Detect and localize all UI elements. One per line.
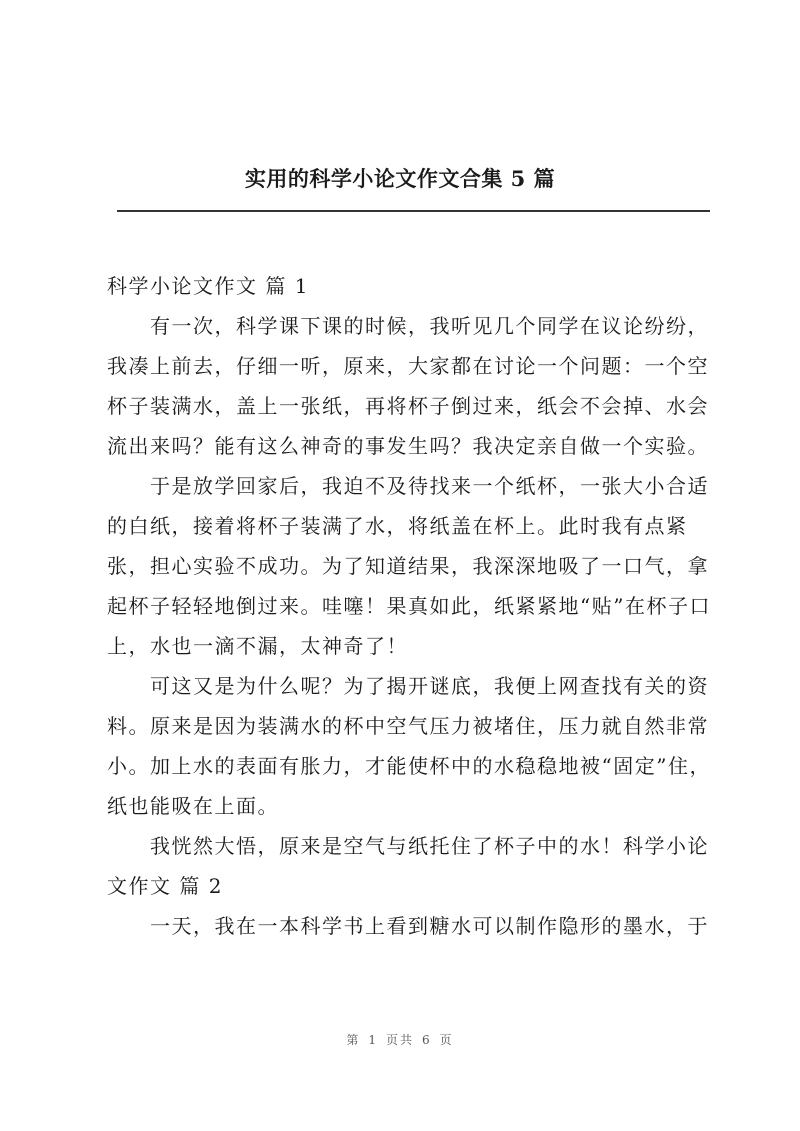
footer-prefix: 第 <box>346 1033 361 1047</box>
section-heading: 科学小论文作文 篇 1 <box>107 274 309 298</box>
page-footer <box>0 1031 800 1048</box>
footer-suffix: 页 <box>439 1033 454 1047</box>
title-divider <box>117 210 710 212</box>
paragraph: 可这又是为什么呢？为了揭开谜底，我便上网查找有关的资料。原来是因为装满水的杯中空气压力被堵住，压力就自然非常小。加上水的表面有胀力，才能使杯中的水稳稳地被“固定”住，纸也能吸在上面。 <box>107 674 711 818</box>
paragraph: 于是放学回家后，我迫不及待找来一个纸杯，一张大小合适的白纸，接着将杯子装满了水，将纸盖在杯上。此时我有点紧张，担心实验不成功。为了知道结果，我深深地吸了一口气，拿起杯子轻轻地倒过来。哇噻！果真如此，纸紧紧地“贴”在杯子口上，水也一滴不漏，太神奇了！ <box>107 474 711 658</box>
footer-page-number: 1 <box>368 1033 378 1047</box>
document-title: 实用的科学小论文作文合集 5 篇 <box>244 166 556 191</box>
document-body <box>107 266 712 946</box>
paragraph: 有一次，科学课下课的时候，我听见几个同学在议论纷纷，我凑上前去，仔细一听，原来，大家都在讨论一个问题：一个空杯子装满水，盖上一张纸，再将杯子倒过来，纸会不会掉、水会流出来吗？能有这么神奇的事发生吗？我决定亲自做一个实验。 <box>107 314 709 458</box>
paragraph: 我恍然大悟，原来是空气与纸托住了杯子中的水！科学小论文作文 篇 2 <box>107 834 709 898</box>
paragraph: 一天，我在一本科学书上看到糖水可以制作隐形的墨水，于 <box>150 914 709 938</box>
footer-middle: 页共 <box>385 1033 414 1047</box>
footer-total-pages: 6 <box>422 1033 432 1047</box>
